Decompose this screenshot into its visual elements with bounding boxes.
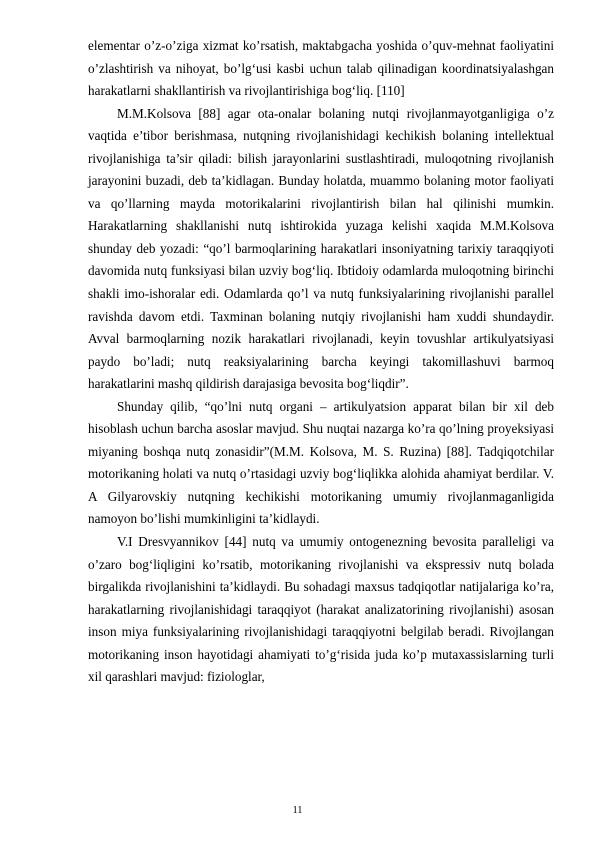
body-text — [88, 35, 554, 689]
page-number: 11 — [292, 805, 303, 816]
paragraph-dresvyannikov: V.I Dresvyannikov [44] nutq va umumiy ontogenezning bevosita paralleligi va o’zaro bog‘liqligini ko’rsatib, motorikaning rivojlanishi va ekspressiv nutq bolada birgalikda rivojlanishini ta’kidlaydi. Bu sohadagi maxsus tadqiqotlar natijalariga ko’ra, harakatlarning rivojlanishidagi taraqqiyot (harakat analizatorining rivojlanishi) asosan inson miya funksiyalarining rivojlanishidagi taraqqiyotni belgilab beradi. Rivojlangan motorikaning inson hayotidagi ahamiyati to’g‘risida juda ko’p mutaxassislarning turli xil qarashlari mavjud: fiziologlar, — [88, 534, 554, 685]
paragraph-kolsova: M.M.Kolsova [88] agar ota-onalar bolaning nutqi rivojlanmayotganligiga o’z vaqtida e’tibor berishmasa, nutqning rivojlanishidagi kechikish bolaning intellektual rivojlanishiga ta’sir qiladi: bilish jarayonlarini sustlashtiradi, muloqotning rivojlanish jarayonini buzadi, deb ta’kidlagan. Bunday holatda, muammo bolaning motor faoliyati va qo’llarning mayda motorikalarini rivojlantirish bilan hal qilinishi mumkin. Harakatlarning shakllanishi nutq ishtirokida yuzaga kelishi xaqida M.M.Kolsova shunday deb yozadi: “qo’l barmoqlarining harakatlari insoniyatning tarixiy taraqqiyoti davomida nutq funksiyasi bilan uzviy bog‘liq. Ibtidoiy odamlarda muloqotning birinchi shakli imo-ishoralar edi. Odamlarda qo’l va nutq funksiyalarining rivojlanishi parallel ravishda davom etdi. Taxminan bolaning nutqiy rivojlanishi ham xuddi shundaydir. Avval barmoqlarning nozik harakatlari rivojlanadi, keyin tovushlar artikulyatsiyasi paydo bo’ladi; nutq reaksiyalarining barcha keyingi takomillashuvi barmoq harakatlarini mashq qildirish darajasiga bevosita bog‘liqdir”. — [88, 105, 554, 392]
paragraph-continuation: elementar o’z-o’ziga xizmat ko’rsatish, maktabgacha yoshida o’quv-mehnat faoliyatini o’zlashtirish va nihoyat, bo’lg‘usi kasbi uchun talab qilinadigan koordinatsiyalashgan harakatlarni shakllantirish va rivojlantirishiga bog‘liq. [110] — [88, 38, 554, 99]
paragraph-articulation: Shunday qilib, “qo’lni nutq organi – artikulyatsion apparat bilan bir xil deb hisoblash uchun barcha asoslar mavjud. Shu nuqtai nazarga ko’ra qo’lning proyeksiyasi miyaning boshqa nutq zonasidir”(M.M. Kolsova, M. S. Ruzina) [88]. Tadqiqotchilar motorikaning holati va nutq o’rtasidagi uzviy bog‘liqlikka alohida ahamiyat berdilar. V. A Gilyarovskiy nutqning kechikishi motorikaning umumiy rivojlanmaganligida namoyon bo’lishi mumkinligini ta’kidlaydi. — [88, 398, 554, 527]
